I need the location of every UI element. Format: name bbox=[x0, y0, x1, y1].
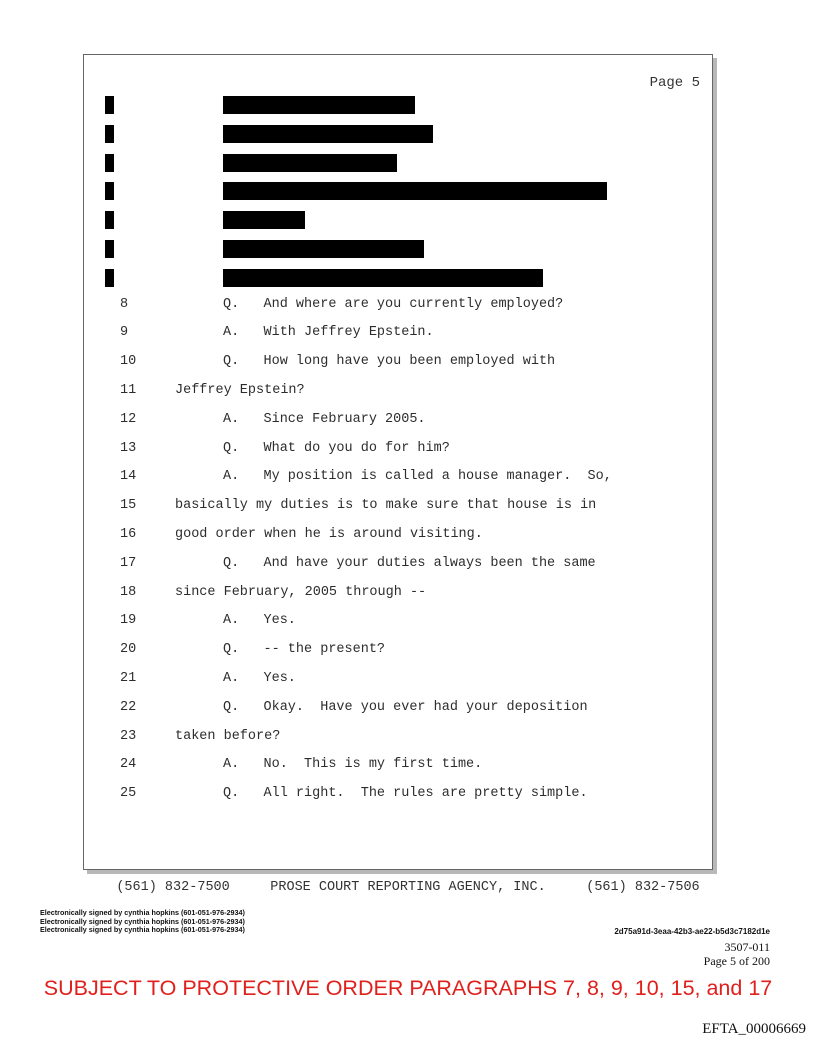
page-of-total: Page 5 of 200 bbox=[703, 954, 770, 968]
redacted-line bbox=[84, 208, 712, 237]
line-text: A. Yes. bbox=[223, 671, 296, 686]
redaction-bar bbox=[223, 211, 305, 229]
signature-line: Electronically signed by cynthia hopkins (601-051-976-2934) bbox=[40, 908, 245, 917]
transcript-line bbox=[84, 435, 712, 464]
line-number: 23 bbox=[120, 728, 137, 744]
redacted-line bbox=[84, 122, 712, 151]
redacted-line-number bbox=[105, 96, 114, 114]
protective-order-notice: SUBJECT TO PROTECTIVE ORDER PARAGRAPHS 7, 8, 9, 10, 15, and 17 bbox=[43, 976, 773, 1000]
line-number: 13 bbox=[120, 440, 137, 456]
redacted-line bbox=[84, 179, 712, 208]
line-number: 11 bbox=[120, 383, 137, 398]
line-number: 15 bbox=[120, 498, 137, 514]
line-text: Q. Okay. Have you ever had your deposition bbox=[223, 699, 588, 715]
line-text: A. With Jeffrey Epstein. bbox=[223, 325, 434, 341]
line-text: taken before? bbox=[175, 728, 281, 744]
signature-line: Electronically signed by cynthia hopkins (601-051-976-2934) bbox=[40, 916, 245, 926]
line-text: good order when he is around visiting. bbox=[175, 527, 483, 542]
redaction-bar bbox=[223, 240, 424, 258]
redacted-line bbox=[84, 93, 712, 122]
transcript-line bbox=[84, 780, 712, 809]
transcript-line bbox=[84, 406, 712, 435]
line-text: Jeffrey Epstein? bbox=[175, 383, 305, 398]
redacted-line-number bbox=[105, 182, 114, 200]
redaction-bar bbox=[223, 96, 415, 114]
line-text: Q. -- the present? bbox=[223, 642, 386, 658]
line-text: A. My position is called a house manager. So, bbox=[223, 469, 612, 485]
signature-line: Electronically signed by cynthia hopkins (601-051-976-2934) bbox=[40, 925, 245, 935]
transcript-page bbox=[83, 54, 713, 870]
redacted-line-number bbox=[105, 211, 114, 229]
transcript-line bbox=[84, 550, 712, 579]
bates-number: EFTA_00006669 bbox=[702, 1021, 806, 1037]
line-number: 8 bbox=[120, 296, 129, 312]
redacted-line bbox=[84, 237, 712, 266]
transcript-line bbox=[84, 463, 712, 492]
phone-left: (561) 832-7500 bbox=[116, 880, 230, 895]
line-text: Q. And where are you currently employed? bbox=[223, 296, 564, 312]
line-number: 24 bbox=[120, 757, 137, 773]
transcript-line bbox=[84, 723, 712, 752]
page-number: Page 5 bbox=[649, 75, 700, 91]
transcript-line bbox=[84, 319, 712, 348]
agency-name: PROSE COURT REPORTING AGENCY, INC. bbox=[270, 880, 546, 895]
redaction-bar bbox=[223, 154, 397, 172]
transcript-line bbox=[84, 636, 712, 665]
transcript-line bbox=[84, 492, 712, 521]
transcript-line bbox=[84, 665, 712, 694]
transcript-line bbox=[84, 751, 712, 780]
line-number: 14 bbox=[120, 469, 137, 485]
transcript-line bbox=[84, 521, 712, 550]
line-text: Q. How long have you been employed with bbox=[223, 354, 556, 370]
line-text: Q. And have your duties always been the same bbox=[223, 555, 596, 571]
line-text: since February, 2005 through -- bbox=[175, 584, 427, 600]
line-text: A. Yes. bbox=[223, 613, 296, 629]
line-number: 21 bbox=[120, 671, 137, 686]
redacted-line-number bbox=[105, 154, 114, 172]
line-number: 17 bbox=[120, 555, 137, 571]
line-text: A. No. This is my first time. bbox=[223, 757, 483, 773]
line-number: 12 bbox=[120, 411, 137, 427]
line-text: basically my duties is to make sure that house is in bbox=[175, 498, 597, 514]
transcript-line bbox=[84, 607, 712, 636]
court-reporter-footer bbox=[0, 880, 816, 895]
transcript-line bbox=[84, 291, 712, 320]
line-text: Q. All right. The rules are pretty simple. bbox=[223, 786, 588, 802]
line-number: 9 bbox=[120, 325, 129, 341]
phone-right: (561) 832-7506 bbox=[586, 880, 700, 895]
transcript-line bbox=[84, 377, 712, 406]
exhibit-number: 3507-011 bbox=[724, 940, 770, 954]
transcript-line bbox=[84, 348, 712, 377]
redacted-line-number bbox=[105, 269, 114, 287]
transcript-line bbox=[84, 694, 712, 723]
line-number: 20 bbox=[120, 642, 137, 658]
document-id: 2d75a91d-3eaa-42b3-ae22-b5d3c7182d1e bbox=[614, 927, 770, 936]
redaction-bar bbox=[223, 125, 433, 143]
redacted-line-number bbox=[105, 125, 114, 143]
line-text: A. Since February 2005. bbox=[223, 411, 426, 427]
line-text: Q. What do you do for him? bbox=[223, 440, 450, 456]
redaction-bar bbox=[223, 182, 607, 200]
line-number: 10 bbox=[120, 354, 137, 370]
redacted-line-number bbox=[105, 240, 114, 258]
line-number: 16 bbox=[120, 527, 137, 542]
line-number: 22 bbox=[120, 699, 137, 715]
line-number: 25 bbox=[120, 786, 137, 802]
redaction-bar bbox=[223, 269, 543, 287]
electronic-signatures bbox=[40, 909, 245, 935]
transcript-line bbox=[84, 579, 712, 608]
line-number: 18 bbox=[120, 584, 137, 600]
line-number: 19 bbox=[120, 613, 137, 629]
redacted-line bbox=[84, 151, 712, 180]
